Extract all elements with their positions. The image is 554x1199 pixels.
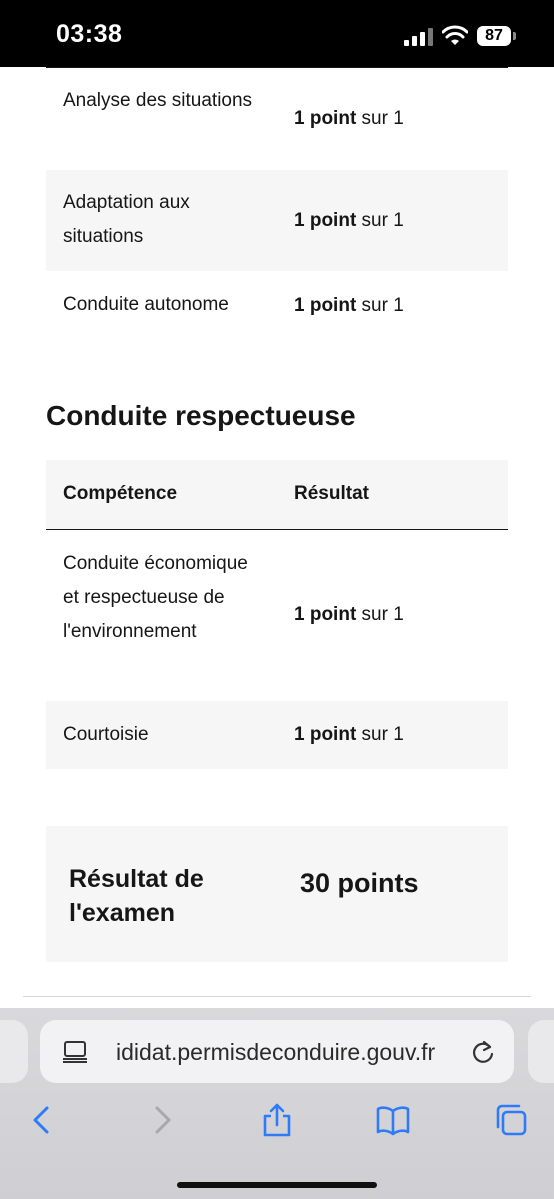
previous-tab-pill[interactable] <box>0 1020 28 1083</box>
points-value: 1 point <box>294 724 357 745</box>
points-suffix: sur 1 <box>356 604 404 625</box>
table-row <box>46 530 508 701</box>
points-value: 1 point <box>294 295 357 316</box>
exam-result-value: 30 points <box>300 868 419 898</box>
battery-indicator: 87 <box>477 26 511 46</box>
exam-result-box <box>46 826 508 962</box>
column-header-result: Résultat <box>294 483 369 504</box>
exam-result-label: Résultat de l'examen <box>69 865 204 927</box>
column-header-competence: Compétence <box>63 483 178 504</box>
points-suffix: sur 1 <box>356 108 404 129</box>
competence-cell: Conduite économique et respectueuse de l'environnement <box>63 553 248 642</box>
wifi-icon <box>442 25 468 47</box>
forward-icon[interactable] <box>144 1103 178 1137</box>
address-bar[interactable] <box>40 1020 514 1083</box>
points-value: 1 point <box>294 210 357 231</box>
next-tab-pill[interactable] <box>528 1020 554 1083</box>
points-value: 1 point <box>294 604 357 625</box>
points-suffix: sur 1 <box>356 210 404 231</box>
result-cell <box>294 604 404 626</box>
page-menu-icon[interactable] <box>63 1041 87 1063</box>
signal-icon <box>404 28 434 46</box>
points-value: 1 point <box>294 108 357 129</box>
share-icon[interactable] <box>260 1103 294 1137</box>
competence-cell: Analyse des situations <box>63 90 253 111</box>
tabs-icon[interactable] <box>494 1103 528 1137</box>
status-time: 03:38 <box>56 20 123 48</box>
reload-icon[interactable] <box>470 1039 496 1065</box>
table-header <box>46 460 508 529</box>
table-row <box>46 271 508 341</box>
table-row <box>46 170 508 271</box>
result-cell <box>294 108 404 130</box>
result-cell <box>294 210 404 232</box>
competence-cell: Conduite autonome <box>63 294 229 315</box>
points-suffix: sur 1 <box>356 295 404 316</box>
url-text[interactable]: ididat.permisdeconduire.gouv.fr <box>116 1039 436 1065</box>
status-bar <box>0 0 554 67</box>
bookmarks-icon[interactable] <box>376 1103 410 1137</box>
footer-divider <box>23 996 531 997</box>
table-row <box>46 67 508 170</box>
section-title: Conduite respectueuse <box>46 400 356 431</box>
result-cell <box>294 295 404 317</box>
competence-cell: Adaptation aux situations <box>63 192 190 247</box>
points-suffix: sur 1 <box>356 724 404 745</box>
result-cell <box>294 724 404 746</box>
back-icon[interactable] <box>26 1103 60 1137</box>
competence-cell: Courtoisie <box>63 724 149 745</box>
browser-chrome <box>0 1008 554 1199</box>
table-row <box>46 701 508 769</box>
home-indicator[interactable] <box>177 1182 377 1188</box>
